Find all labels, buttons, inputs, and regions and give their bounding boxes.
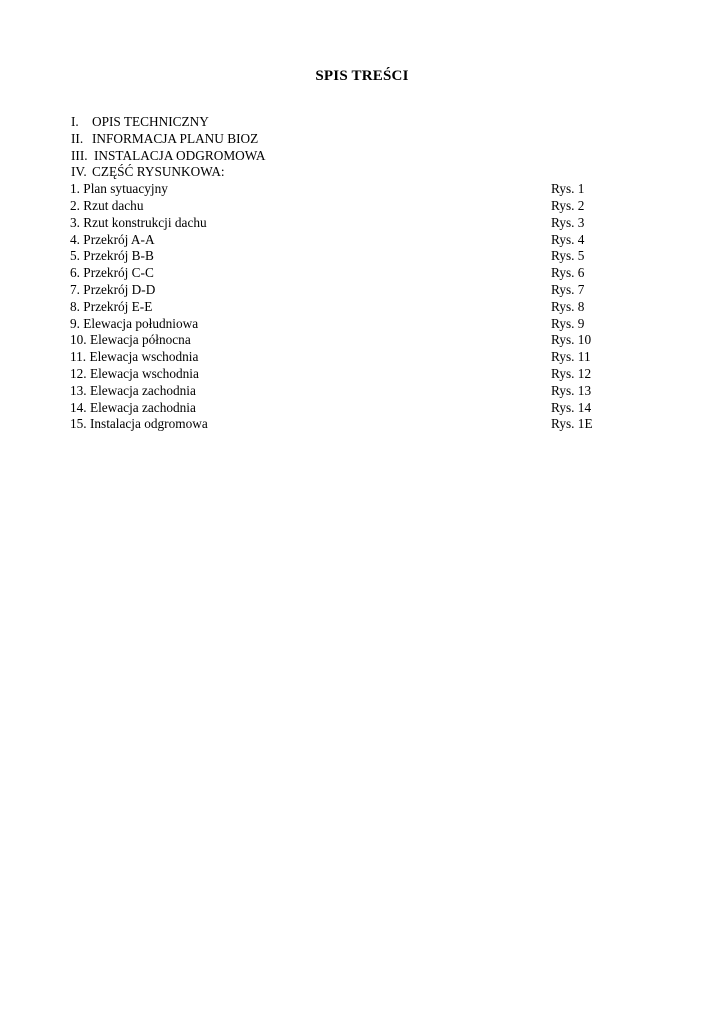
drawing-ref: Rys. 6 bbox=[551, 265, 585, 281]
drawing-label: 1. Plan sytuacyjny bbox=[70, 181, 168, 197]
toc-section-4 bbox=[0, 164, 724, 181]
toc-item bbox=[0, 383, 724, 400]
toc-item bbox=[0, 332, 724, 349]
drawing-label: 2. Rzut dachu bbox=[70, 197, 144, 213]
toc-item bbox=[0, 282, 724, 299]
toc-item bbox=[0, 181, 724, 198]
section-number: III. bbox=[71, 147, 88, 163]
section-label: INFORMACJA PLANU BIOZ bbox=[92, 130, 259, 146]
drawing-label: 12. Elewacja wschodnia bbox=[70, 365, 199, 381]
toc-item bbox=[0, 299, 724, 316]
section-number: II. bbox=[71, 130, 84, 146]
drawing-label: 13. Elewacja zachodnia bbox=[70, 382, 196, 398]
toc-item bbox=[0, 265, 724, 282]
toc-item bbox=[0, 232, 724, 249]
drawing-label: 6. Przekrój C-C bbox=[70, 265, 154, 281]
toc-item bbox=[0, 416, 724, 433]
section-label: CZĘŚĆ RYSUNKOWA: bbox=[92, 164, 225, 180]
drawing-ref: Rys. 7 bbox=[551, 281, 585, 297]
drawing-ref: Rys. 8 bbox=[551, 298, 585, 314]
drawing-ref: Rys. 1 bbox=[551, 181, 585, 197]
drawing-ref: Rys. 4 bbox=[551, 231, 585, 247]
drawing-label: 7. Przekrój D-D bbox=[70, 281, 156, 297]
drawing-label: 3. Rzut konstrukcji dachu bbox=[70, 214, 207, 230]
drawing-ref: Rys. 10 bbox=[551, 332, 592, 348]
table-of-contents bbox=[0, 114, 724, 433]
toc-item bbox=[0, 198, 724, 215]
drawing-ref: Rys. 9 bbox=[551, 315, 585, 331]
toc-item bbox=[0, 215, 724, 232]
toc-item bbox=[0, 248, 724, 265]
drawing-ref: Rys. 12 bbox=[551, 365, 592, 381]
drawing-label: 15. Instalacja odgromowa bbox=[70, 416, 208, 432]
toc-item bbox=[0, 316, 724, 333]
drawing-ref: Rys. 1E bbox=[551, 416, 593, 432]
drawing-label: 11. Elewacja wschodnia bbox=[70, 349, 199, 365]
toc-item bbox=[0, 366, 724, 383]
drawing-label: 5. Przekrój B-B bbox=[70, 248, 154, 264]
section-number: IV. bbox=[71, 164, 87, 180]
section-label: OPIS TECHNICZNY bbox=[92, 114, 209, 129]
drawing-ref: Rys. 2 bbox=[551, 197, 585, 213]
drawing-label: 10. Elewacja północna bbox=[70, 332, 191, 348]
drawing-label: 8. Przekrój E-E bbox=[70, 298, 153, 314]
drawing-ref: Rys. 14 bbox=[551, 399, 592, 415]
drawing-label: 14. Elewacja zachodnia bbox=[70, 399, 196, 415]
toc-item bbox=[0, 349, 724, 366]
drawing-ref: Rys. 11 bbox=[551, 349, 591, 365]
toc-section-1 bbox=[0, 114, 724, 131]
section-number: I. bbox=[71, 114, 79, 129]
toc-section-3 bbox=[0, 148, 724, 165]
drawing-ref: Rys. 13 bbox=[551, 382, 592, 398]
drawing-label: 9. Elewacja południowa bbox=[70, 315, 199, 331]
toc-section-2 bbox=[0, 131, 724, 148]
drawing-ref: Rys. 5 bbox=[551, 248, 585, 264]
section-label: INSTALACJA ODGROMOWA bbox=[94, 147, 266, 163]
drawing-ref: Rys. 3 bbox=[551, 214, 585, 230]
drawing-label: 4. Przekrój A-A bbox=[70, 231, 155, 247]
page-title: SPIS TREŚCI bbox=[315, 68, 409, 84]
toc-item bbox=[0, 400, 724, 417]
